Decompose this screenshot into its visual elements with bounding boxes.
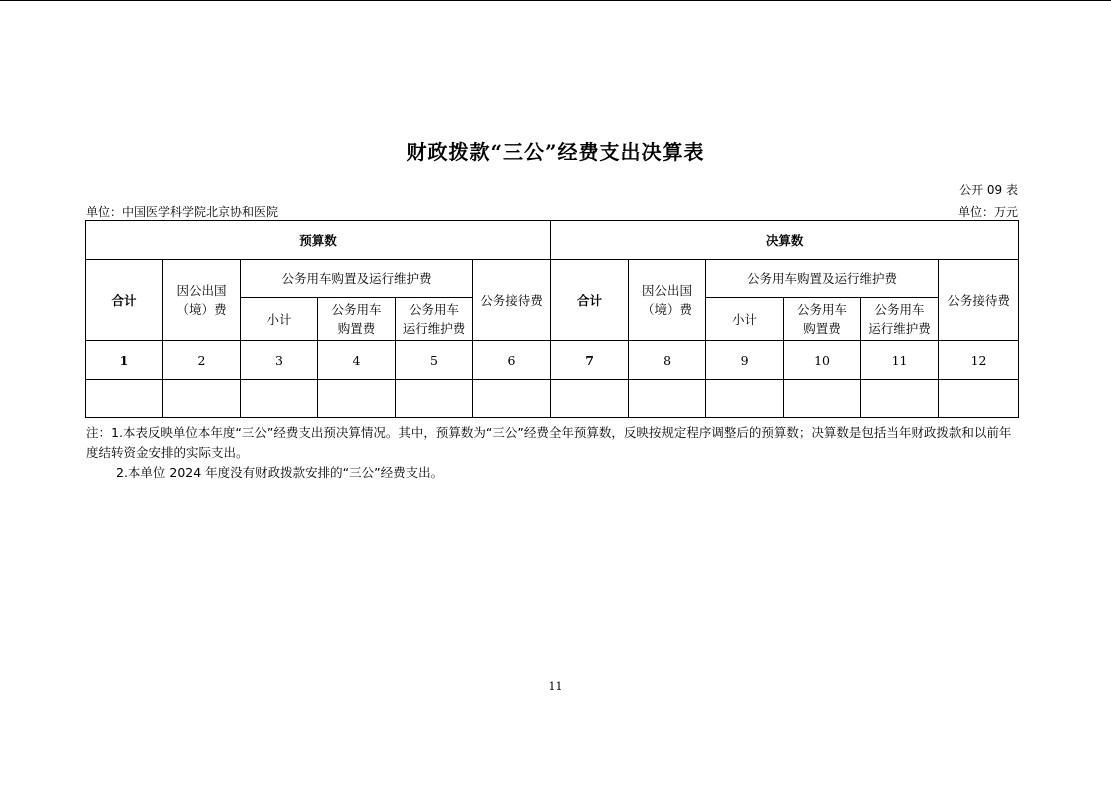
column-number-cell: 9: [706, 341, 784, 380]
data-cell: [551, 380, 629, 418]
final-subtotal-header: 小计: [706, 298, 784, 341]
budget-subtotal-header: 小计: [241, 298, 318, 341]
final-group-header: 决算数: [551, 221, 1019, 260]
column-number-row: [86, 341, 1019, 380]
final-operation-header: [861, 298, 939, 341]
data-cell: [473, 380, 551, 418]
data-cell: [318, 380, 396, 418]
data-cell: [861, 380, 939, 418]
note-line-2: 2.本单位 2024 年度没有财政拨款安排的“三公”经费支出。: [116, 465, 444, 480]
column-number-cell: 10: [784, 341, 861, 380]
table-row: [86, 380, 1019, 418]
unit-organization: 单位：中国医学科学院北京协和医院: [86, 205, 279, 219]
group-header-row: [86, 221, 1019, 260]
budget-purchase-line2: 购置费: [337, 321, 376, 336]
budget-abroad-line1: 因公出国: [176, 283, 227, 298]
final-operation-line1: 公务用车: [874, 302, 925, 317]
final-purchase-line1: 公务用车: [797, 302, 848, 317]
final-purchase-header: [784, 298, 861, 341]
page-title: 财政拨款“三公”经费支出决算表: [406, 140, 705, 164]
column-number-cell: 8: [629, 341, 706, 380]
data-cell: [163, 380, 241, 418]
data-cell: [939, 380, 1019, 418]
final-purchase-line2: 购置费: [803, 321, 841, 336]
final-total-header: 合计: [551, 260, 629, 341]
final-operation-line2: 运行维护费: [868, 321, 931, 336]
budget-abroad-line2: （境）费: [176, 302, 227, 317]
budget-abroad-header: [163, 260, 241, 341]
final-abroad-line2: （境）费: [642, 302, 693, 317]
data-cell: [784, 380, 861, 418]
page-number: 11: [548, 680, 563, 693]
column-number-cell: 2: [163, 341, 241, 380]
column-number-cell: 11: [861, 341, 939, 380]
budget-group-header: 预算数: [86, 221, 551, 260]
final-vehicle-group-header: 公务用车购置及运行维护费: [706, 260, 939, 298]
budget-vehicle-group-header: 公务用车购置及运行维护费: [241, 260, 473, 298]
budget-operation-header: [396, 298, 473, 341]
column-number-cell: 7: [551, 341, 629, 380]
table-notes: [86, 423, 1019, 483]
column-number-cell: 1: [86, 341, 163, 380]
budget-purchase-header: [318, 298, 396, 341]
final-abroad-header: [629, 260, 706, 341]
expenditure-table: [85, 220, 1019, 418]
data-cell: [396, 380, 473, 418]
data-cell: [86, 380, 163, 418]
data-cell: [241, 380, 318, 418]
data-cell: [706, 380, 784, 418]
budget-operation-line1: 公务用车: [408, 302, 459, 317]
column-number-cell: 5: [396, 341, 473, 380]
column-number-cell: 4: [318, 341, 396, 380]
budget-purchase-line1: 公务用车: [331, 302, 382, 317]
final-abroad-line1: 因公出国: [642, 283, 693, 298]
column-header-row-1: [86, 260, 1019, 298]
budget-operation-line2: 运行维护费: [402, 321, 466, 336]
column-number-cell: 12: [939, 341, 1019, 380]
top-border-line: [0, 0, 1111, 1]
form-number: 公开 09 表: [959, 183, 1018, 197]
budget-reception-header: 公务接待费: [473, 260, 551, 341]
unit-currency: 单位：万元: [957, 205, 1018, 219]
column-number-cell: 3: [241, 341, 318, 380]
final-reception-header: 公务接待费: [939, 260, 1019, 341]
budget-total-header: 合计: [86, 260, 163, 341]
column-number-cell: 6: [473, 341, 551, 380]
data-cell: [629, 380, 706, 418]
note-line-1: 注：1.本表反映单位本年度“三公”经费支出预决算情况。其中，预算数为“三公”经费全年预算数，反映按规定程序调整后的预算数；决算数是包括当年财政拨款和以前年度结转资金安排的实际支出。: [86, 425, 1012, 460]
